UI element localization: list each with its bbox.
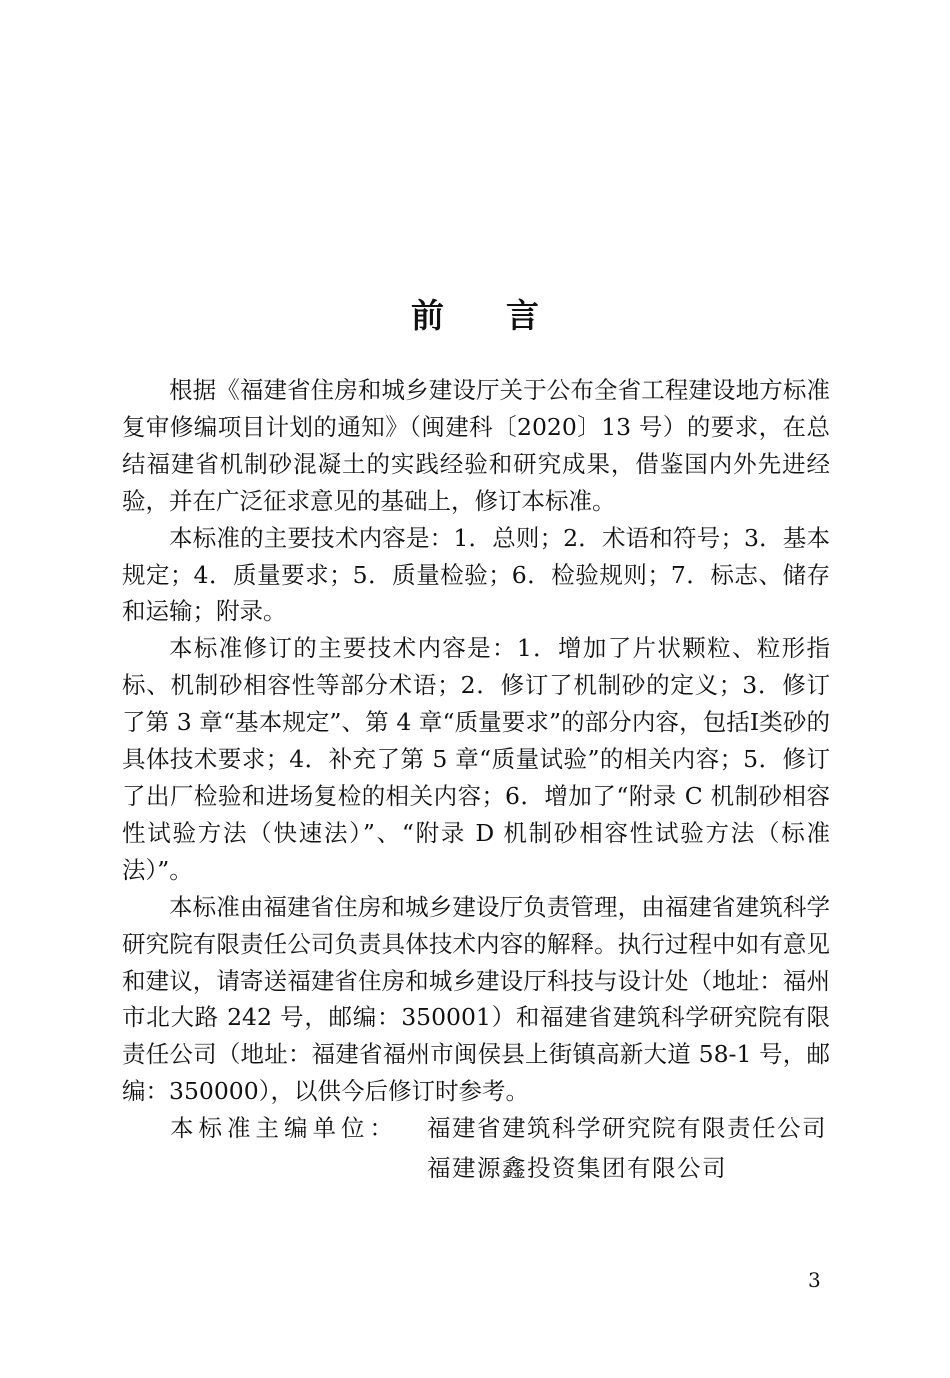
chief-editor-list bbox=[427, 1110, 830, 1190]
paragraph-management: 本标准由福建省住房和城乡建设厅负责管理，由福建省建筑科学研究院有限责任公司负责具体技术内容的解释。执行过程中如有意见和建议，请寄送福建省住房和城乡建设厅科技与设计处（地址：福州市北大路 242 号，邮编：350001）和福建省建筑科学研究院有限责任公司（地址：福建省福州市闽侯县上街镇高新大道 58-1 号，邮编：350000），以供今后修订时参考。 bbox=[122, 892, 830, 1106]
chief-editor-unit: 福建源鑫投资集团有限公司 bbox=[427, 1154, 727, 1183]
chief-editor-unit: 福建省建筑科学研究院有限责任公司 bbox=[427, 1114, 827, 1143]
paragraph-revision-content: 本标准修订的主要技术内容是：1．增加了片状颗粒、粒形指标、机制砂相容性等部分术语；2．修订了机制砂的定义；3．修订了第 3 章“基本规定”、第 4 章“质量要求”的部分内容，包括Ⅰ类砂的具体技术要求；4．补充了第 5 章“质量试验”的相关内容；5．修订了出厂检验和进场复检的相关内容；6．增加了“附录 C 机制砂相容性试验方法（快速法）”、“附录 D 机制砂相容性试验方法（标准法）”。 bbox=[122, 634, 830, 884]
page-number: 3 bbox=[808, 1268, 821, 1292]
paragraph-basis: 根据《福建省住房和城乡建设厅关于公布全省工程建设地方标准复审修编项目计划的通知》（闽建科〔2020〕13 号）的要求，在总结福建省机制砂混凝土的实践经验和研究成果，借鉴国内外先进经验，并在广泛征求意见的基础上，修订本标准。 bbox=[122, 376, 830, 515]
chief-editor-label: 本标准主编单位： bbox=[170, 1114, 398, 1143]
chief-editor-section bbox=[122, 1110, 830, 1190]
paragraph-main-content: 本标准的主要技术内容是：1．总则；2．术语和符号；3．基本规定；4．质量要求；5．质量检验；6．检验规则；7．标志、储存和运输；附录。 bbox=[122, 523, 830, 626]
preface-body bbox=[122, 372, 830, 1190]
page-title: 前言 bbox=[411, 296, 601, 336]
